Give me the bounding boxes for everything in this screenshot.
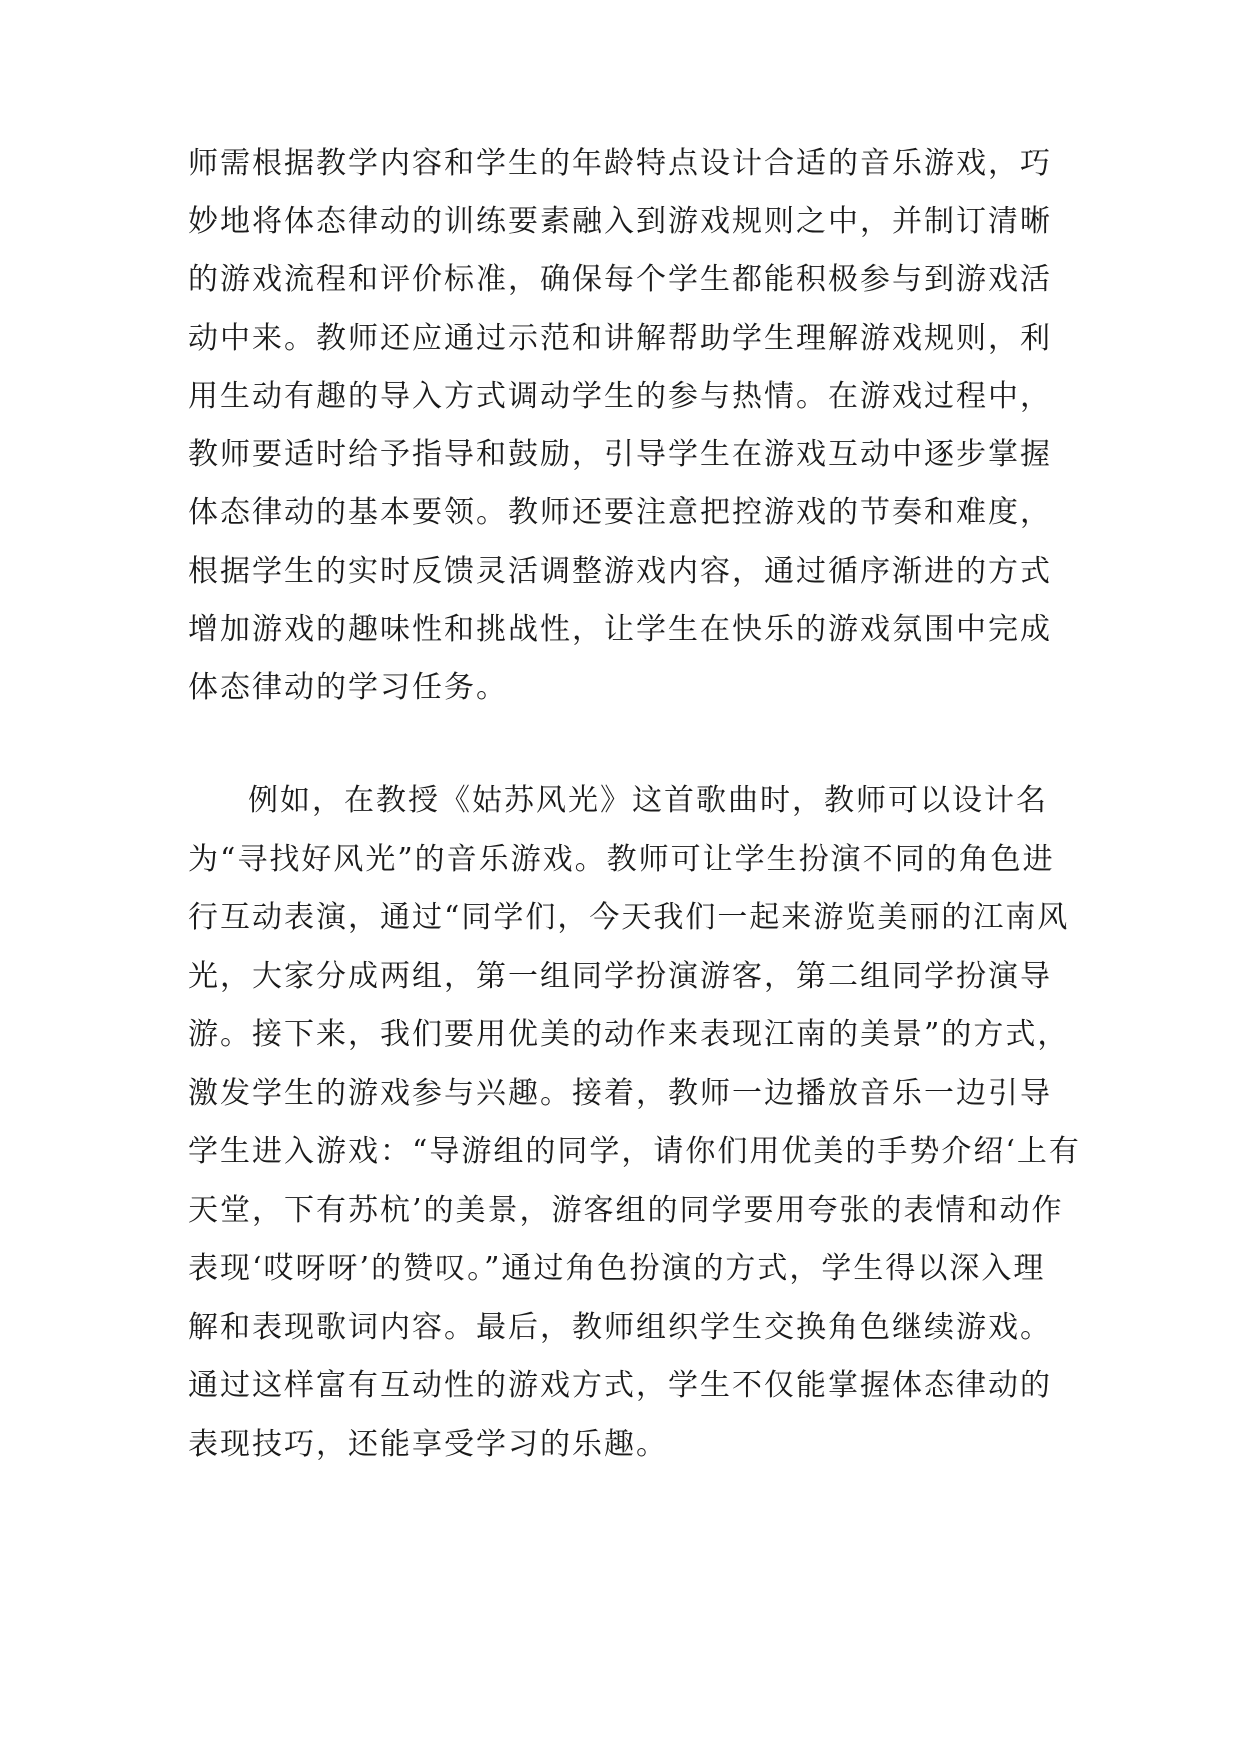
paragraph-1-line-4: 动中来。教师还应通过示范和讲解帮助学生理解游戏规则，利: [188, 321, 1052, 356]
paragraph-2-line-7: 学生进入游戏：“导游组的同学，请你们用优美的手势介绍‘上有: [188, 1134, 1081, 1169]
paragraph-2-line-9: 表现‘哎呀呀’的赞叹。”通过角色扮演的方式，学生得以深入理: [188, 1251, 1046, 1286]
paragraph-1-line-9: 增加游戏的趣味性和挑战性，让学生在快乐的游戏氛围中完成: [188, 612, 1052, 647]
paragraph-2-line-8: 天堂，下有苏杭’的美景，游客组的同学要用夸张的表情和动作: [188, 1193, 1064, 1228]
paragraph-2-line-6: 激发学生的游戏参与兴趣。接着，教师一边播放音乐一边引导: [188, 1076, 1052, 1111]
paragraph-1-line-6: 教师要适时给予指导和鼓励，引导学生在游戏互动中逐步掌握: [188, 437, 1052, 472]
paragraph-2-line-12: 表现技巧，还能享受学习的乐趣。: [188, 1427, 668, 1462]
paragraph-2-line-1: 例如，在教授《姑苏风光》这首歌曲时，教师可以设计名: [248, 783, 1048, 818]
paragraph-1-line-10: 体态律动的学习任务。: [188, 670, 508, 705]
paragraph-2-line-4: 光，大家分成两组，第一组同学扮演游客，第二组同学扮演导: [188, 959, 1052, 994]
paragraph-1-line-2: 妙地将体态律动的训练要素融入到游戏规则之中，并制订清晰: [188, 204, 1052, 239]
paragraph-1-line-8: 根据学生的实时反馈灵活调整游戏内容，通过循序渐进的方式: [188, 554, 1052, 589]
paragraph-2-line-5: 游。接下来，我们要用优美的动作来表现江南的美景”的方式，: [188, 1017, 1070, 1052]
paragraph-1-line-3: 的游戏流程和评价标准，确保每个学生都能积极参与到游戏活: [188, 262, 1052, 297]
paragraph-2-line-10: 解和表现歌词内容。最后，教师组织学生交换角色继续游戏。: [188, 1310, 1052, 1345]
paragraph-2-line-11: 通过这样富有互动性的游戏方式，学生不仅能掌握体态律动的: [188, 1368, 1052, 1403]
paragraph-1-line-5: 用生动有趣的导入方式调动学生的参与热情。在游戏过程中，: [188, 379, 1052, 414]
paragraph-1-line-7: 体态律动的基本要领。教师还要注意把控游戏的节奏和难度，: [188, 495, 1052, 530]
paragraph-2-line-2: 为“寻找好风光”的音乐游戏。教师可让学生扮演不同的角色进: [188, 842, 1055, 877]
paragraph-1-line-1: 师需根据教学内容和学生的年龄特点设计合适的音乐游戏，巧: [188, 146, 1052, 181]
paragraph-2-line-3: 行互动表演，通过“同学们，今天我们一起来游览美丽的江南风: [188, 900, 1070, 935]
